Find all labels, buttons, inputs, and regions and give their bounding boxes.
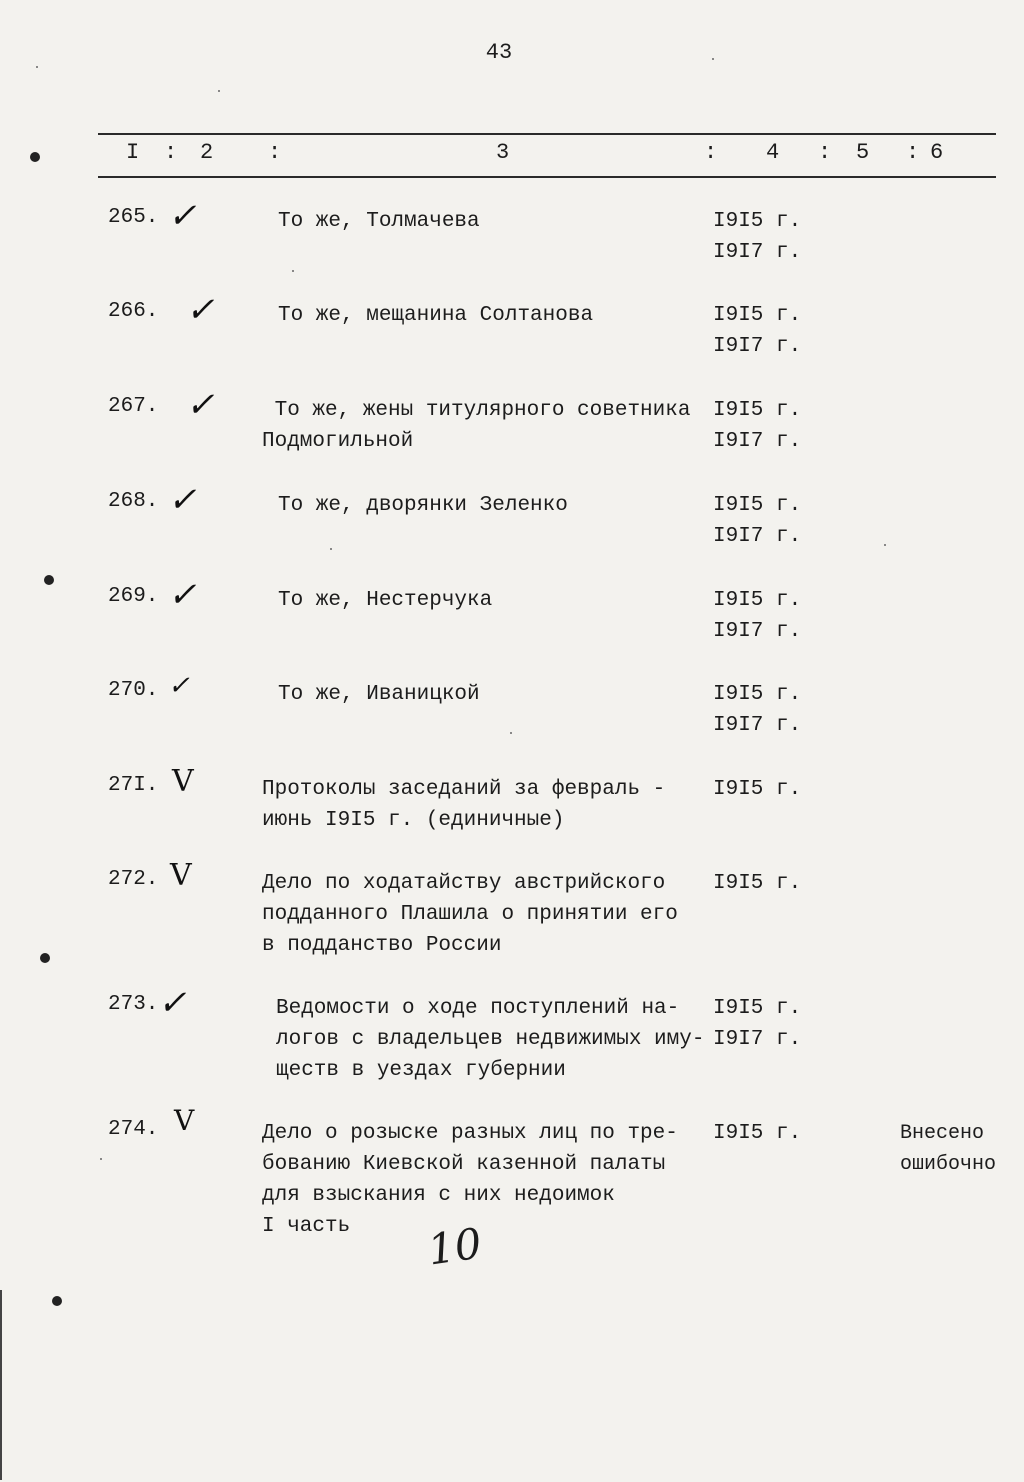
header-top-rule (98, 133, 996, 135)
row-title: Дело по ходатайству австрийского подданного Плашила о принятии его в подданство России (262, 872, 678, 957)
handwritten-number: 10 (424, 1218, 485, 1275)
row-title: Ведомости о ходе поступлений на- логов с владельцев недвижимых иму- ществ в уездах губернии (276, 997, 705, 1082)
binding-hole-icon (40, 953, 50, 963)
date-line: I9I7 г. (713, 714, 802, 737)
speck (218, 90, 220, 92)
row-dates (713, 490, 801, 552)
row-title: Протоколы заседаний за февраль - июнь I9I5 г. (единичные) (262, 778, 666, 832)
row-dates (713, 993, 801, 1055)
date-line: I9I5 г. (713, 997, 802, 1020)
row-title: То же, мещанина Солтанова (278, 304, 594, 327)
speck (36, 66, 38, 68)
check-mark: ✓ (186, 290, 215, 330)
row-number: 266. (108, 300, 159, 323)
date-line: I9I7 г. (713, 241, 802, 264)
check-mark: ✓ (186, 385, 215, 425)
date-line: I9I5 г. (713, 304, 802, 327)
speck (884, 544, 886, 546)
row-dates (713, 206, 801, 268)
row-dates (713, 585, 801, 647)
row-number: 274. (108, 1118, 159, 1141)
date-line: I9I5 г. (713, 399, 802, 422)
check-mark: V (170, 858, 192, 893)
date-line: I9I5 г. (713, 872, 802, 895)
binding-hole-icon (44, 575, 54, 585)
row-number: 267. (108, 395, 159, 418)
check-mark: V (174, 1104, 195, 1137)
check-mark: ✓ (168, 575, 197, 615)
header-col-6: 6 (930, 140, 944, 165)
header-sep: : (164, 140, 178, 165)
date-line: I9I5 г. (713, 778, 802, 801)
speck (330, 548, 332, 550)
check-mark: ✓ (168, 196, 197, 236)
header-sep: : (906, 140, 920, 165)
speck (510, 732, 512, 734)
page-number: 43 (485, 40, 513, 65)
date-line: I9I7 г. (713, 1028, 802, 1051)
speck (100, 1158, 102, 1160)
check-mark: ✓ (168, 671, 190, 701)
row-dates (713, 679, 801, 741)
row-title: То же, Нестерчука (278, 589, 493, 612)
row-number: 269. (108, 585, 159, 608)
row-number: 265. (108, 206, 159, 229)
row-title: Дело о розыске разных лиц по тре- бованию Киевской казенной палаты для взыскания с них недоимок I часть (262, 1122, 678, 1238)
binding-hole-icon (30, 152, 40, 162)
header-col-1: I (126, 140, 140, 165)
row-title: То же, жены титулярного советника Подмогильной (262, 399, 691, 453)
binding-hole-icon (52, 1296, 62, 1306)
check-mark: V (172, 764, 194, 799)
row-dates (713, 1118, 801, 1149)
check-mark: ✓ (158, 983, 187, 1023)
date-line: I9I5 г. (713, 494, 802, 517)
header-sep: : (818, 140, 832, 165)
header-sep: : (704, 140, 718, 165)
date-line: I9I5 г. (713, 1122, 802, 1145)
speck (292, 270, 294, 272)
margin-line (0, 1290, 2, 1480)
date-line: I9I5 г. (713, 589, 802, 612)
row-dates (713, 868, 801, 899)
row-number: 273. (108, 993, 159, 1016)
speck (712, 58, 714, 60)
row-dates (713, 300, 801, 362)
row-dates (713, 774, 801, 805)
date-line: I9I7 г. (713, 620, 802, 643)
header-bottom-rule (98, 176, 996, 178)
row-title: То же, Толмачева (278, 210, 480, 233)
date-line: I9I7 г. (713, 335, 802, 358)
row-number: 27I. (108, 774, 159, 797)
row-note: Внесено ошибочно (900, 1122, 997, 1176)
row-dates (713, 395, 801, 457)
date-line: I9I7 г. (713, 525, 802, 548)
header-col-4: 4 (766, 140, 780, 165)
header-sep: : (268, 140, 282, 165)
row-number: 272. (108, 868, 159, 891)
header-col-2: 2 (200, 140, 214, 165)
row-title: То же, дворянки Зеленко (278, 494, 568, 517)
date-line: I9I5 г. (713, 210, 802, 233)
header-col-3: 3 (496, 140, 510, 165)
row-number: 270. (108, 679, 159, 702)
row-title: То же, Иваницкой (278, 683, 480, 706)
check-mark: ✓ (168, 480, 197, 520)
date-line: I9I7 г. (713, 430, 802, 453)
row-number: 268. (108, 490, 159, 513)
date-line: I9I5 г. (713, 683, 802, 706)
header-col-5: 5 (856, 140, 870, 165)
